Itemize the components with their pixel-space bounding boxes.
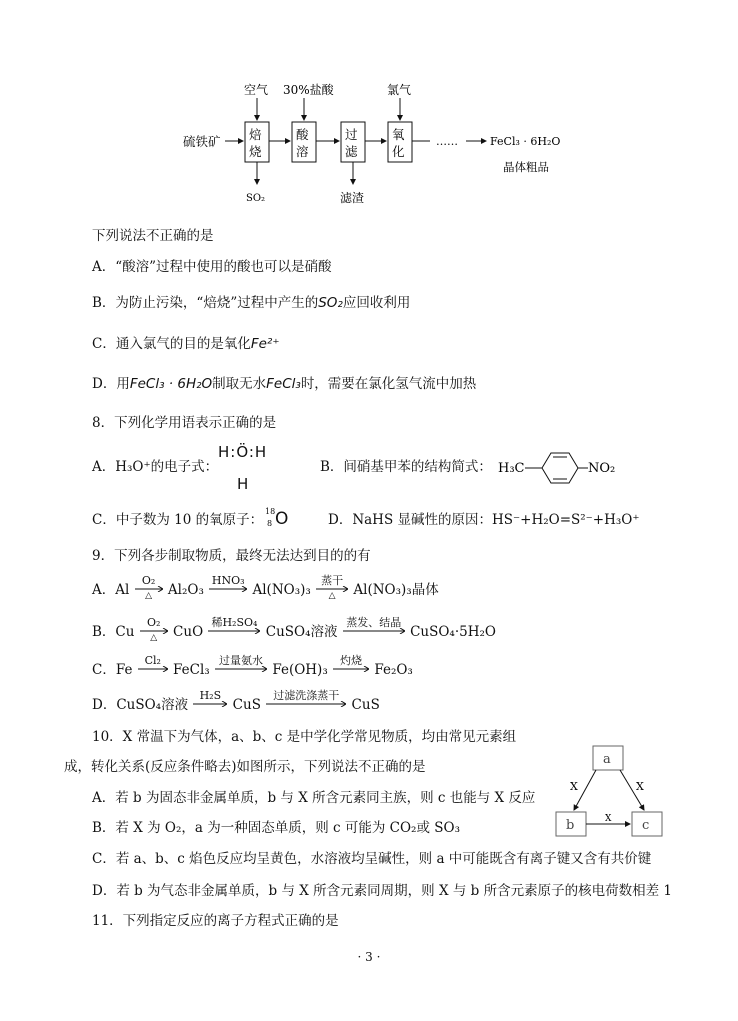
q7-option-c-pre: C．通入氯气的目的是氧化	[92, 336, 251, 352]
q9-c-step-2: Fe(OH)₃	[272, 662, 328, 678]
q10-node-a-label: a	[603, 752, 611, 767]
q10-transformation-diagram	[548, 742, 668, 842]
q9-a-arrow-3	[316, 575, 348, 600]
q7-option-d-chem2: FeCl₃	[266, 376, 301, 392]
q9-c-arrow-1-top: Cl₂	[144, 654, 161, 667]
q10-option-d: D．若 b 为气态非金属单质，b 与 X 所含元素同周期，则 X 与 b 所含元素原子的核电荷数相差 1	[92, 883, 672, 899]
q9-d-arrow-2-top: 过滤洗涤蒸干	[273, 689, 340, 702]
q9-b-arrow-2-top: 稀H₂SO₄	[211, 616, 258, 629]
flow-ellipsis: ……	[436, 135, 458, 148]
q9-d-step-1: CuS	[232, 697, 261, 713]
q9-d-arrow-1	[193, 690, 227, 715]
q7-option-d-mid: 制取无水	[212, 376, 267, 392]
q8-option-c: C．中子数为 10 的氧原子：	[92, 512, 264, 528]
q7-stem: 下列说法不正确的是	[92, 228, 214, 244]
q9-b-step-3: CuSO₄·5H₂O	[410, 624, 496, 640]
q9-d-arrow-2	[266, 690, 346, 715]
q8-option-b: B．间硝基甲苯的结构简式：	[320, 459, 492, 475]
flow-box-roast-char1: 焙	[249, 127, 262, 142]
flow-output-label: 晶体粗品	[503, 160, 549, 174]
q7-option-d	[92, 375, 476, 393]
q9-a-arrow-2	[209, 575, 247, 600]
q9-a-start: A．Al	[92, 582, 130, 598]
flowchart-svg	[0, 0, 738, 215]
q9-b-step-1: CuO	[173, 624, 204, 640]
q8-structure-right: NO₂	[588, 461, 616, 476]
flow-box-filter-char1: 过	[345, 127, 358, 142]
q9-a-arrow-1-top: O₂	[141, 574, 156, 587]
q8-electron-formula-top: H:Ö:H	[218, 443, 268, 461]
page-number: · 3 ·	[357, 950, 381, 964]
q7-option-d-pre: D．用	[92, 376, 130, 392]
q7-option-c-chem: Fe²⁺	[250, 336, 280, 352]
q10-arrow-x-bottom: X	[605, 814, 612, 824]
q9-a-step-2: Al(NO₃)₃	[252, 582, 311, 598]
flow-box-oxidize-char2: 化	[392, 144, 405, 159]
q9-a-arrow-1-bot: △	[145, 591, 153, 601]
q10-node-b-label: b	[566, 818, 575, 833]
flow-reagent-hcl: 30%盐酸	[283, 83, 334, 97]
q8-isotope-mass: 18	[265, 507, 276, 516]
q8-option-a: A．H₃O⁺的电子式：	[92, 459, 219, 475]
q8-structure-formula	[498, 448, 618, 488]
q9-b-arrow-1-bot: △	[150, 633, 158, 643]
q9-b-arrow-3-top: 蒸发、结晶	[346, 616, 402, 629]
flow-box-roast-char2: 烧	[249, 144, 262, 159]
flow-box-filter-char2: 滤	[345, 144, 358, 159]
q9-c-arrow-1	[138, 655, 168, 680]
q10-arrow-x-left: X	[570, 780, 578, 793]
q9-b-arrow-1-top: O₂	[147, 616, 161, 629]
q9-option-a	[92, 575, 439, 600]
q9-a-step-1: Al₂O₃	[167, 582, 204, 598]
q9-c-arrow-3	[333, 655, 369, 680]
q10-arrow-x-right: X	[636, 780, 644, 793]
q9-d-arrow-1-top: H₂S	[199, 689, 222, 702]
q8-structure-left: H₃C	[498, 461, 525, 476]
q9-a-arrow-3-bot: △	[328, 591, 336, 601]
q7-option-d-chem1: FeCl₃ · 6H₂O	[129, 376, 213, 392]
flow-box-acid-char2: 溶	[296, 144, 309, 159]
q8-isotope-atomic: 8	[267, 519, 273, 528]
flow-reagent-cl2: 氯气	[387, 83, 412, 97]
q7-option-b	[92, 294, 410, 312]
q9-option-c	[92, 655, 413, 680]
q8-electron-formula	[218, 443, 272, 495]
flow-product-residue: 滤渣	[340, 191, 365, 205]
q10-diagram-svg	[548, 742, 668, 842]
q9-d-start: D．CuSO₄溶液	[92, 697, 189, 713]
q9-stem: 9．下列各步制取物质，最终无法达到目的的有	[92, 548, 371, 564]
q7-option-a: A．“酸溶”过程中使用的酸也可以是硝酸	[92, 259, 332, 275]
q7-option-d-post: 时，需要在氯化氢气流中加热	[300, 376, 477, 392]
q9-option-d	[92, 690, 380, 715]
q9-a-arrow-3-top: 蒸干	[321, 574, 344, 587]
q8-stem: 8．下列化学用语表示正确的是	[92, 415, 277, 431]
q7-option-b-pre: B．为防止污染，“焙烧”过程中产生的	[92, 295, 319, 311]
q9-b-step-2: CuSO₄溶液	[265, 624, 338, 640]
q9-c-arrow-2-top: 过量氨水	[219, 654, 264, 667]
q10-option-c: C．若 a、b、c 焰色反应均呈黄色，水溶液均呈碱性，则 a 中可能既含有离子键又含有共价键	[92, 851, 652, 867]
q9-a-arrow-2-top: HNO₃	[211, 574, 245, 587]
flow-reagent-air: 空气	[244, 83, 269, 97]
q9-b-start: B．Cu	[92, 624, 135, 640]
q9-b-arrow-1	[140, 617, 168, 642]
q7-option-c	[92, 335, 279, 353]
q9-c-arrow-3-top: 灼烧	[340, 654, 363, 667]
q10-stem-line1: 10．X 常温下为气体，a、b、c 是中学化学常见物质，均由常见元素组	[92, 729, 517, 745]
flow-input-label: 硫铁矿	[183, 134, 221, 149]
q8-option-d: D．NaHS 显碱性的原因：HS⁻+H₂O=S²⁻+H₃O⁺	[328, 512, 640, 528]
process-flowchart	[0, 0, 738, 215]
q8-benzene-svg	[498, 448, 618, 488]
q11-stem: 11．下列指定反应的离子方程式正确的是	[92, 913, 339, 929]
q9-a-step-3: Al(NO₃)₃晶体	[353, 582, 439, 598]
q7-option-b-post: 应回收利用	[342, 295, 411, 311]
q9-b-arrow-2	[208, 617, 260, 642]
q10-option-a: A．若 b 为固态非金属单质，b 与 X 所含元素同主族，则 c 也能与 X 反应	[92, 790, 536, 806]
q9-c-start: C．Fe	[92, 662, 133, 678]
q9-c-step-1: FeCl₃	[173, 662, 210, 678]
q10-option-b: B．若 X 为 O₂，a 为一种固态单质，则 c 可能为 CO₂或 SO₃	[92, 820, 460, 836]
q8-isotope-element: O	[275, 509, 289, 529]
q10-node-c-label: c	[642, 818, 650, 833]
q8-isotope-symbol	[265, 507, 295, 535]
flow-box-oxidize-char1: 氧	[392, 127, 405, 142]
flow-product-so2: SO₂	[246, 193, 266, 204]
q9-c-step-3: Fe₂O₃	[374, 662, 413, 678]
q9-option-b	[92, 617, 496, 642]
q9-c-arrow-2	[215, 655, 267, 680]
flow-output: FeCl₃ · 6H₂O	[490, 135, 561, 148]
q10-stem-line2: 成，转化关系(反应条件略去)如图所示，下列说法不正确的是	[64, 759, 426, 775]
q7-option-b-chem: SO₂	[318, 295, 343, 311]
q9-b-arrow-3	[343, 617, 405, 642]
q8-electron-formula-bottom: H	[237, 475, 249, 493]
flow-box-acid-char1: 酸	[296, 127, 309, 142]
q9-d-step-2: CuS	[351, 697, 380, 713]
q9-a-arrow-1	[135, 575, 163, 600]
